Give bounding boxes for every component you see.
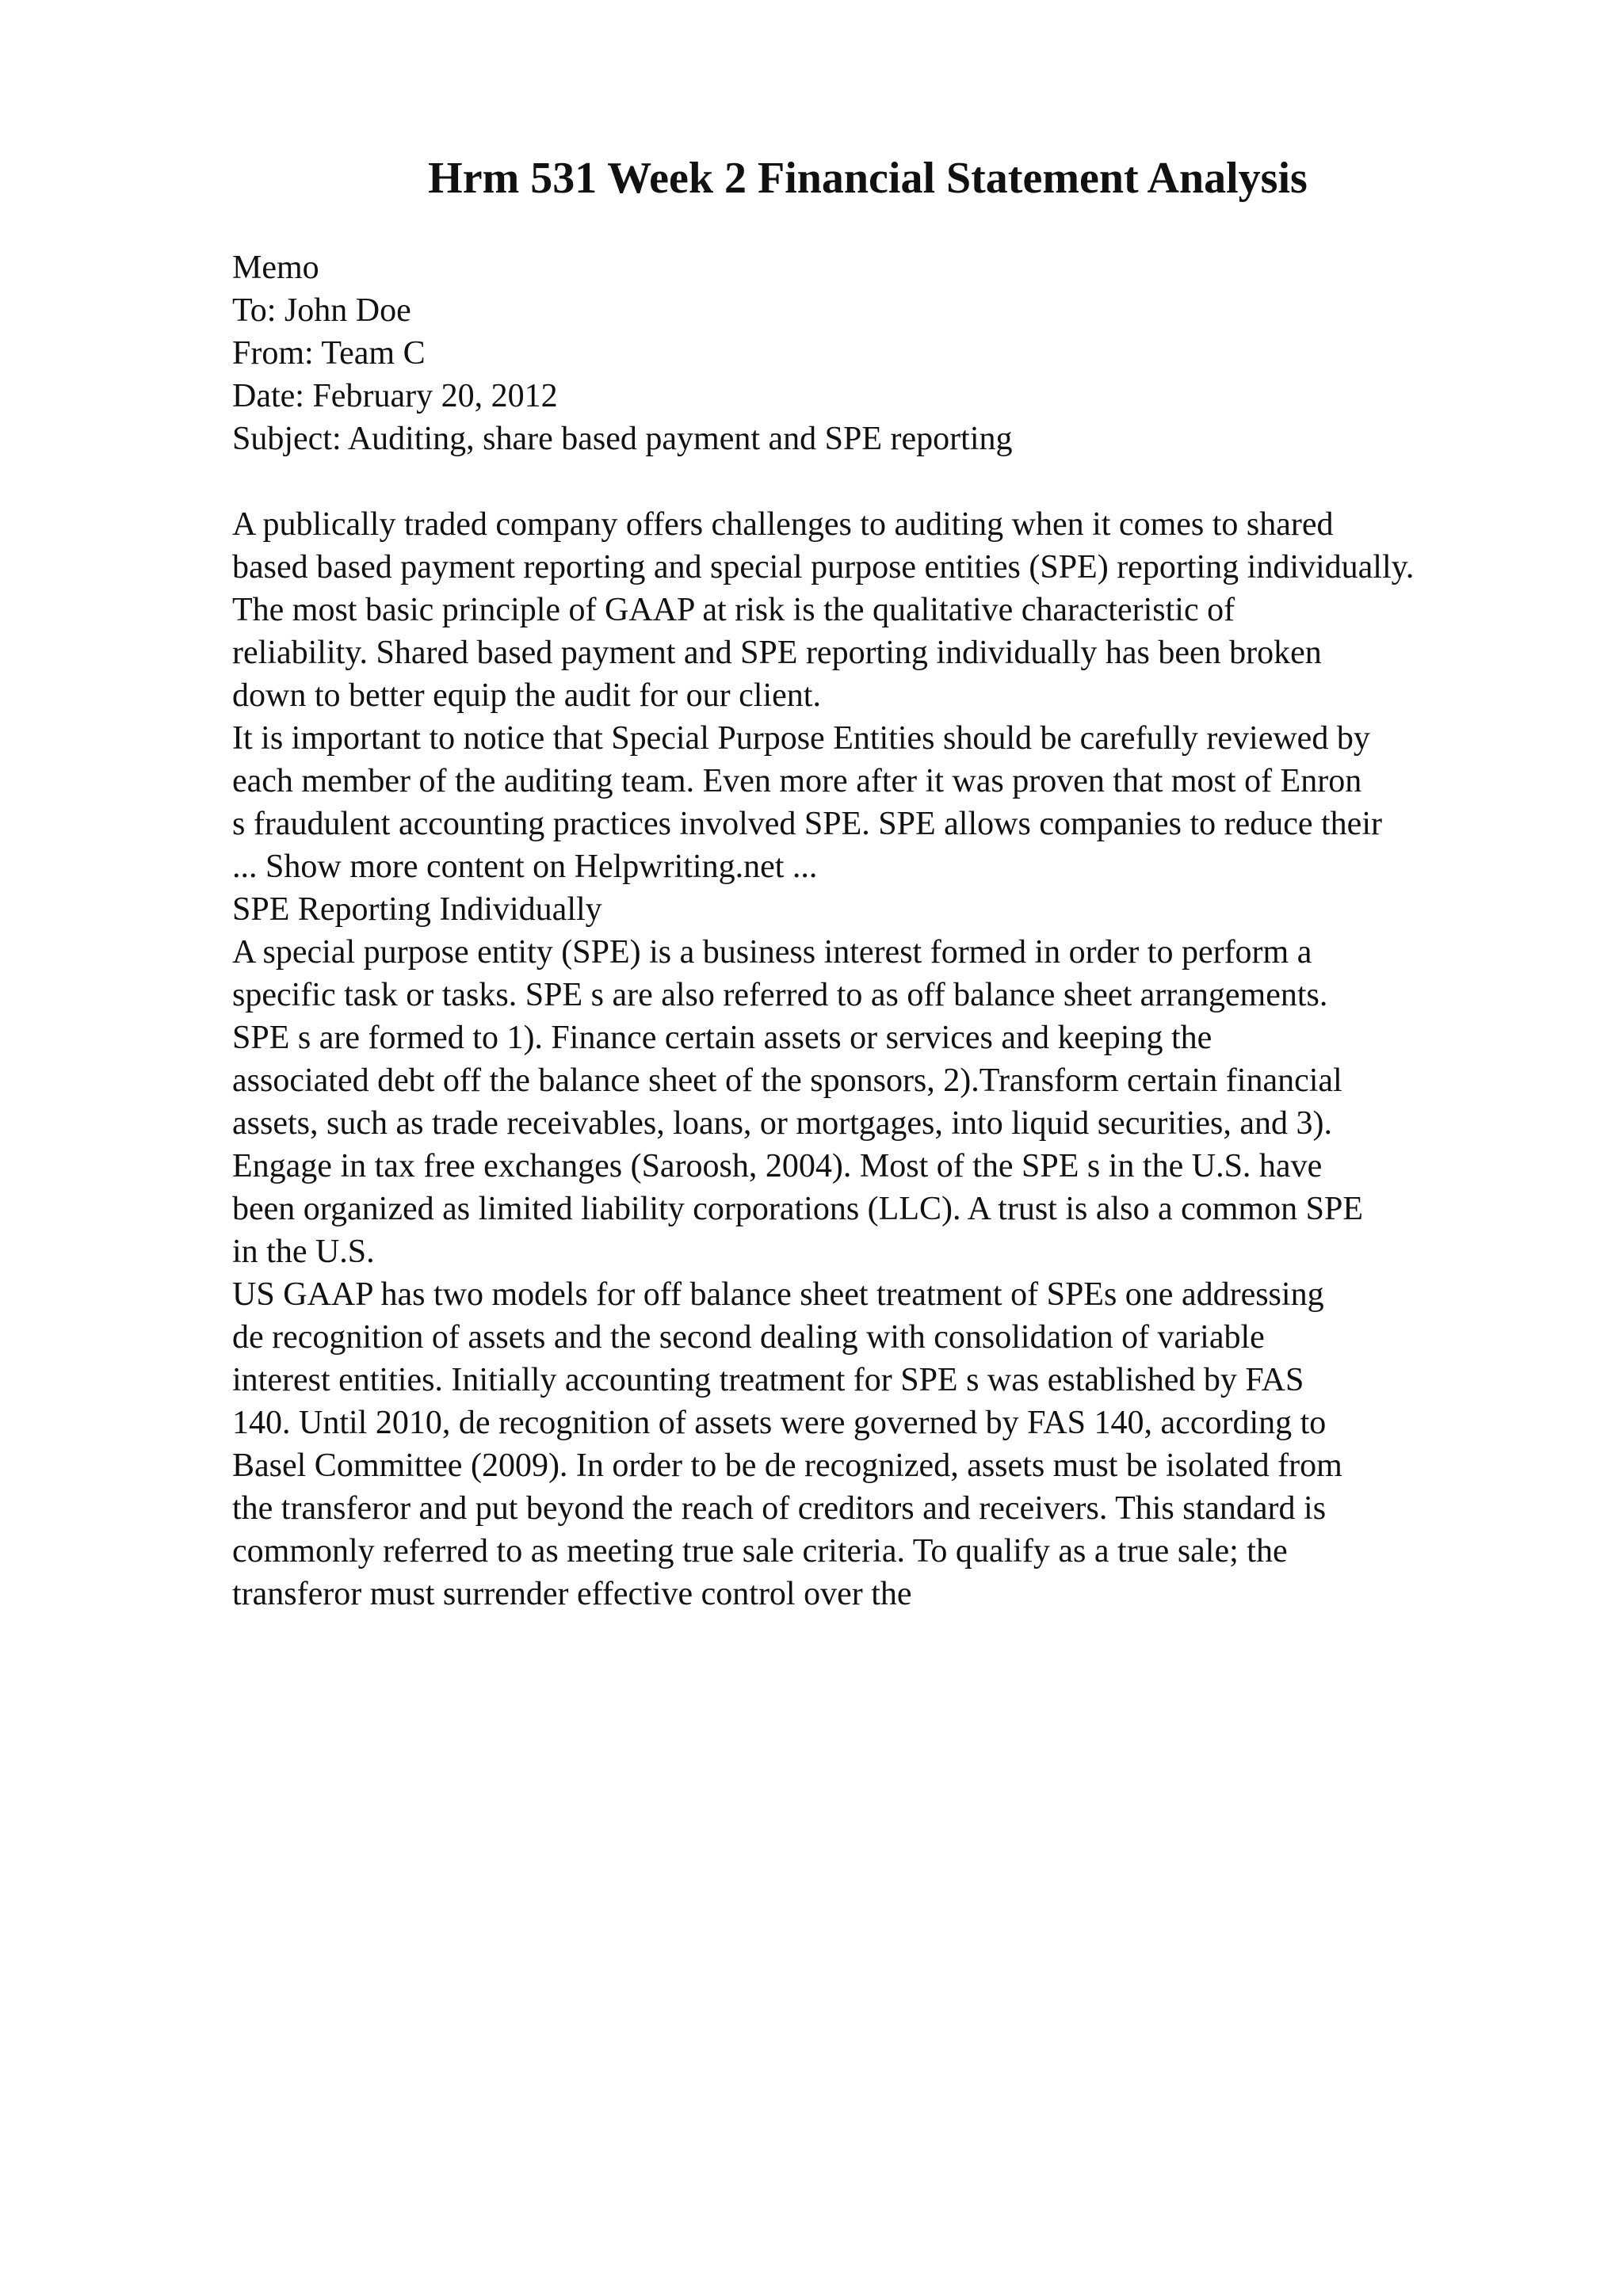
text-line: been organized as limited liability corporations (LLC). A trust is also a common SPE: [232, 1191, 1363, 1227]
text-line: reliability. Shared based payment and SPE reporting individually has been broken: [232, 635, 1322, 671]
memo-to: To: John Doe: [232, 292, 411, 329]
memo-header: [232, 246, 1532, 460]
text-line: interest entities. Initially accounting treatment for SPE s was established by FAS: [232, 1362, 1304, 1398]
text-line: Basel Committee (2009). In order to be de recognized, assets must be isolated from: [232, 1447, 1342, 1484]
text-line: commonly referred to as meeting true sale criteria. To qualify as a true sale; the: [232, 1533, 1288, 1569]
paragraph-intro: [232, 503, 1532, 717]
text-line: associated debt off the balance sheet of the sponsors, 2).Transform certain financial: [232, 1062, 1342, 1099]
text-line: A special purpose entity (SPE) is a business interest formed in order to perform a: [232, 934, 1312, 971]
memo-date: Date: February 20, 2012: [232, 378, 558, 414]
text-line: transferor must surrender effective control over the: [232, 1576, 912, 1612]
text-line: It is important to notice that Special Purpose Entities should be carefully reviewed by: [232, 720, 1370, 757]
memo-from: From: Team C: [232, 335, 426, 372]
paragraph-us-gaap: [232, 1273, 1532, 1615]
text-line: Engage in tax free exchanges (Saroosh, 2004). Most of the SPE s in the U.S. have: [232, 1148, 1323, 1184]
text-line: s fraudulent accounting practices involved SPE. SPE allows companies to reduce their: [232, 806, 1382, 842]
text-line: down to better equip the audit for our client.: [232, 677, 821, 714]
text-line: in the U.S.: [232, 1234, 375, 1270]
text-line: the transferor and put beyond the reach of creditors and receivers. This standard is: [232, 1490, 1327, 1527]
paragraph-spacer: [232, 460, 1532, 503]
text-line: SPE s are formed to 1). Finance certain assets or services and keeping the: [232, 1020, 1212, 1056]
text-line: A publically traded company offers challenges to auditing when it comes to shared: [232, 506, 1334, 543]
text-line: each member of the auditing team. Even more after it was proven that most of Enron: [232, 763, 1362, 799]
text-line: de recognition of assets and the second dealing with consolidation of variable: [232, 1319, 1265, 1356]
section-heading: SPE Reporting Individually: [232, 891, 602, 928]
text-line: US GAAP has two models for off balance sheet treatment of SPEs one addressing: [232, 1276, 1324, 1313]
text-line: assets, such as trade receivables, loans, or mortgages, into liquid securities, and 3).: [232, 1105, 1332, 1142]
text-line: The most basic principle of GAAP at risk is the qualitative characteristic of: [232, 592, 1235, 628]
paragraph-spe-review: [232, 717, 1532, 888]
memo-subject: Subject: Auditing, share based payment and SPE reporting: [232, 421, 1013, 457]
document-body: [232, 246, 1532, 1615]
text-line: specific task or tasks. SPE s are also referred to as off balance sheet arrangements.: [232, 977, 1328, 1013]
text-line: based based payment reporting and special purpose entities (SPE) reporting individually.: [232, 549, 1415, 585]
paragraph-spe-definition: [232, 931, 1532, 1273]
document-title: Hrm 531 Week 2 Financial Statement Analysis: [428, 154, 1308, 203]
memo-label: Memo: [232, 250, 319, 286]
show-more-line: ... Show more content on Helpwriting.net ...: [232, 849, 818, 885]
text-line: 140. Until 2010, de recognition of assets were governed by FAS 140, according to: [232, 1405, 1327, 1441]
